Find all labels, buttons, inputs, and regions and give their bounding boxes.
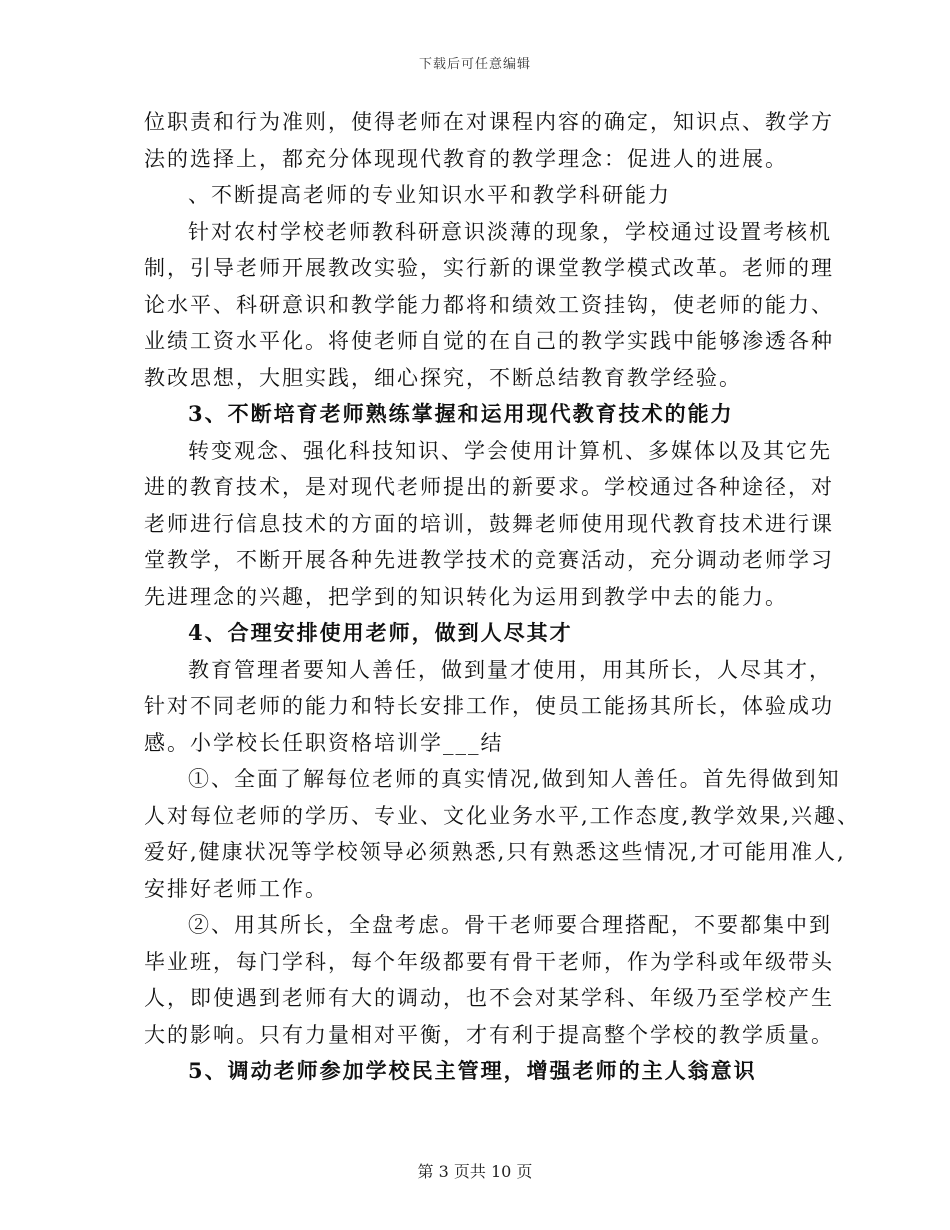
paragraph-line: 位职责和行为准则，使得老师在对课程内容的确定，知识点、教学方 xyxy=(144,110,834,134)
paragraph-line: 人，即使遇到老师有大的调动，也不会对某学科、年级乃至学校产生 xyxy=(144,986,834,1010)
paragraph-line: 针对不同老师的能力和特长安排工作，使员工能扬其所长，体验成功 xyxy=(144,694,834,718)
section-heading: 、不断提高老师的专业知识水平和教学科研能力 xyxy=(188,183,671,207)
paragraph-line: 堂教学，不断开展各种先进教学技术的竞赛活动，充分调动老师学习 xyxy=(144,548,834,572)
paragraph-line: 制，引导老师开展教改实验，实行新的课堂教学模式改革。老师的理 xyxy=(144,256,834,280)
section-heading: 5、调动老师参加学校民主管理，增强老师的主人翁意识 xyxy=(188,1058,757,1083)
paragraph-line: 转变观念、强化科技知识、学会使用计算机、多媒体以及其它先 xyxy=(188,438,832,463)
page-header: 下载后可任意编辑 xyxy=(418,57,531,72)
paragraph-line: 业绩工资水平化。将使老师自觉的在自己的教学实践中能够渗透各种 xyxy=(144,329,834,353)
paragraph-line: 人对每位老师的学历、专业、文化业务水平,工作态度,教学效果,兴趣、 xyxy=(144,803,861,828)
section-heading: 4、合理安排使用老师，做到人尽其才 xyxy=(188,620,573,645)
paragraph-line: 先进理念的兴趣，把学到的知识转化为运用到教学中去的能力。 xyxy=(144,584,788,609)
paragraph-line: 教改思想，大胆实践，细心探究，不断总结教育教学经验。 xyxy=(144,365,742,390)
paragraph-line: 感。小学校长任职资格培训学___结 xyxy=(144,730,504,755)
paragraph-line: 教育管理者要知人善任，做到量才使用，用其所长，人尽其才， xyxy=(188,657,832,682)
paragraph-line: 进的教育技术，是对现代老师提出的新要求。学校通过各种途径，对 xyxy=(144,475,834,499)
paragraph-line: 老师进行信息技术的方面的培训，鼓舞老师使用现代教育技术进行课 xyxy=(144,511,834,536)
paragraph-line: 安排好老师工作。 xyxy=(144,876,328,901)
paragraph-line: 论水平、科研意识和教学能力都将和绩效工资挂钩，使老师的能力、 xyxy=(144,292,834,317)
page-footer: 第 3 页共 10 页 xyxy=(417,1162,533,1181)
paragraph-line: 法的选择上，都充分体现现代教育的教学理念：促进人的进展。 xyxy=(144,146,788,171)
paragraph-line: ①、全面了解每位老师的真实情况,做到知人善任。首先得做到知 xyxy=(188,767,841,791)
section-heading: 3、不断培育老师熟练掌握和运用现代教育技术的能力 xyxy=(188,401,734,426)
paragraph-line: 针对农村学校老师教科研意识淡薄的现象，学校通过设置考核机 xyxy=(188,219,832,244)
paragraph-line: 毕业班，每门学科，每个年级都要有骨干老师，作为学科或年级带头 xyxy=(144,949,834,974)
paragraph-line: 大的影响。只有力量相对平衡，才有利于提高整个学校的教学质量。 xyxy=(144,1022,834,1047)
paragraph-line: ②、用其所长，全盘考虑。骨干老师要合理搭配，不要都集中到 xyxy=(188,913,832,937)
document-body xyxy=(144,104,861,1090)
paragraph-line: 爱好,健康状况等学校领导必须熟悉,只有熟悉这些情况,才可能用准人, xyxy=(144,840,846,864)
